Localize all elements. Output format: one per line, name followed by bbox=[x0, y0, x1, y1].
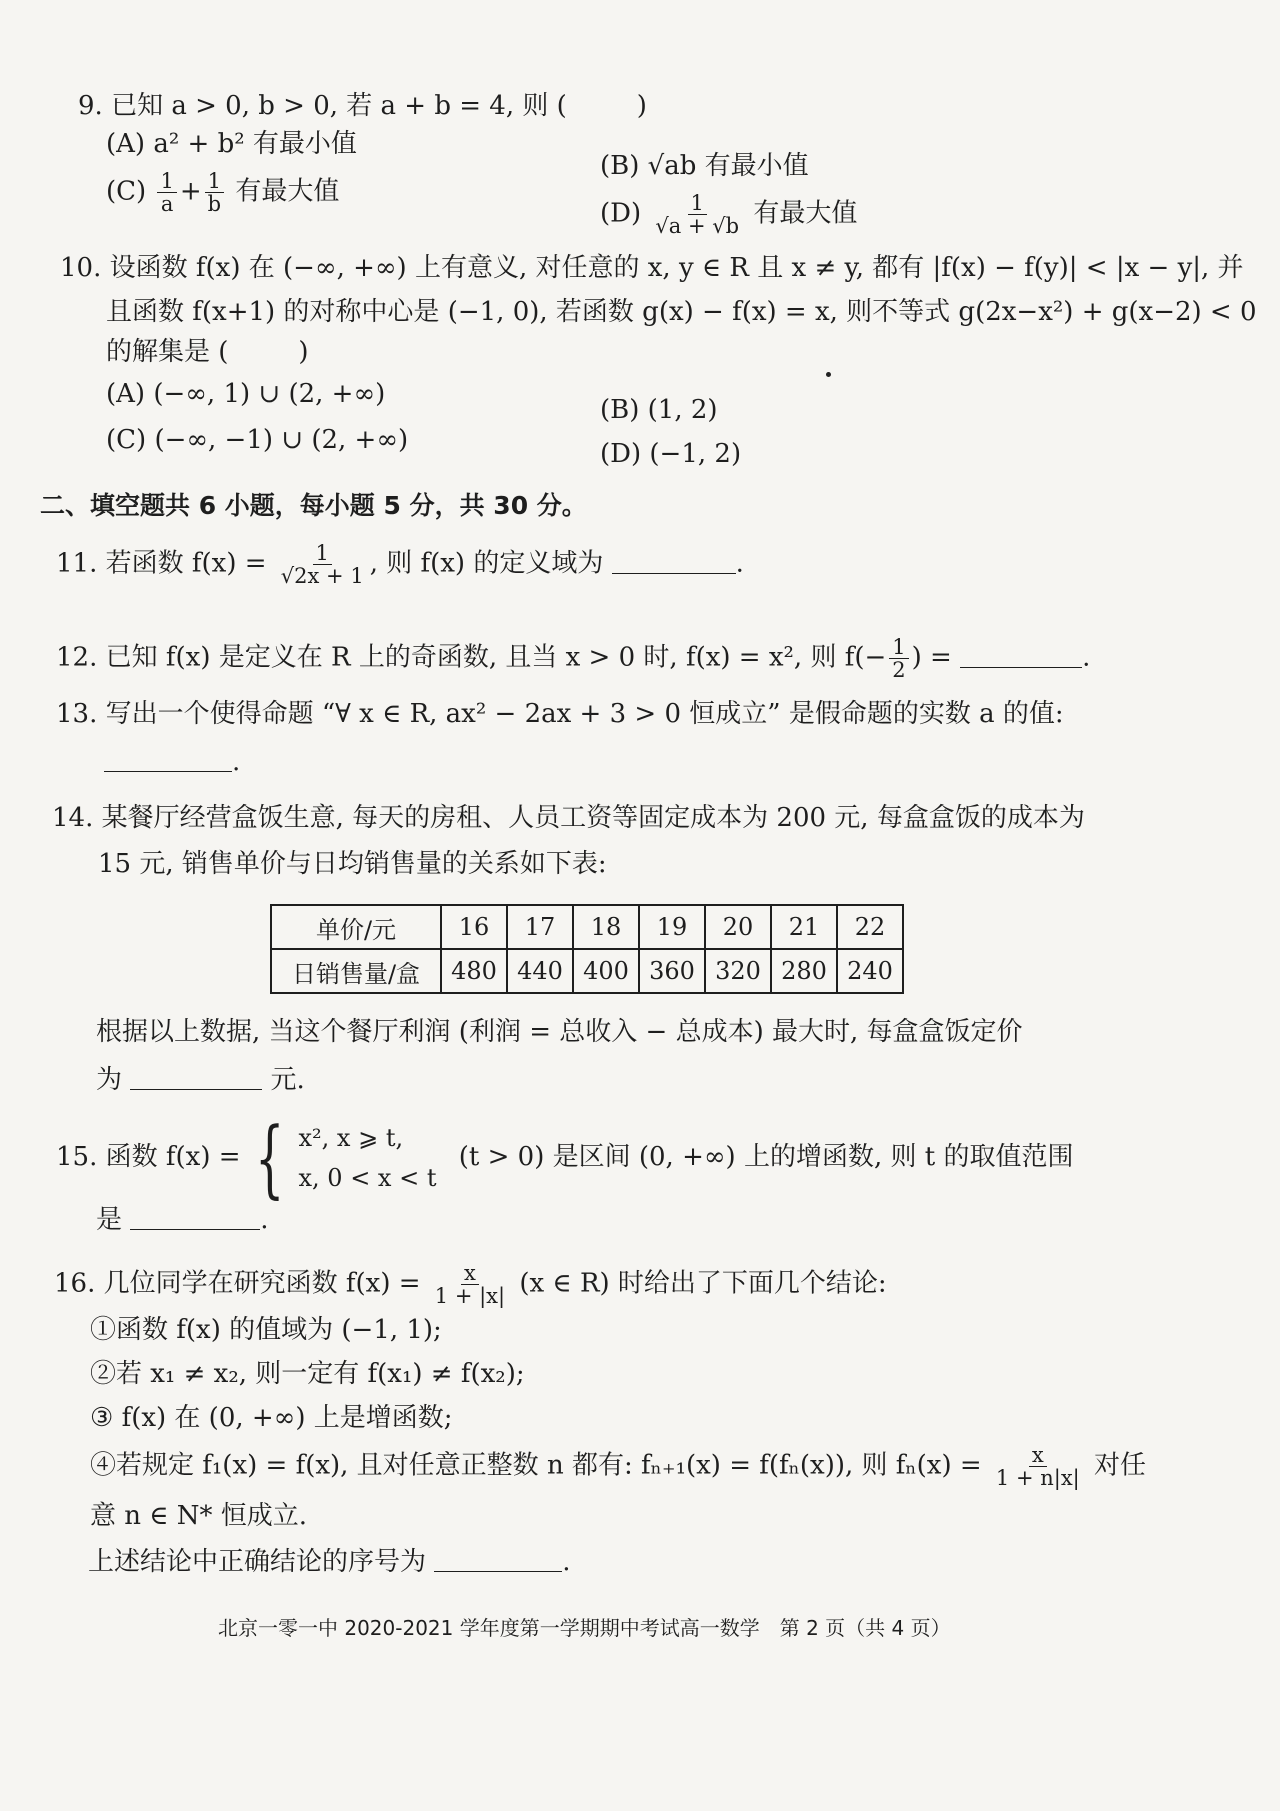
q16-stem: 16. 几位同学在研究函数 f(x) = $\frac{x}{1 + |x|}$ (x ∈ R) 时给出了下面几个结论: bbox=[54, 1261, 887, 1308]
table-cell: 18 bbox=[573, 905, 639, 949]
speck bbox=[826, 372, 831, 377]
q9-option-b: (B) √ab 有最小值 bbox=[600, 151, 809, 181]
table-cell: 280 bbox=[771, 949, 837, 993]
q14-line4: 为 元. bbox=[96, 1065, 305, 1095]
q10-option-c: (C) (−∞, −1) ∪ (2, +∞) bbox=[106, 425, 409, 455]
q12-answer-blank[interactable] bbox=[960, 643, 1082, 668]
q15-line2: 是 . bbox=[96, 1205, 269, 1235]
q9-d-frac: $\frac{1}{√a + √b}$ bbox=[655, 191, 740, 238]
table-row bbox=[271, 905, 903, 949]
q10-number: 10. bbox=[60, 253, 102, 283]
q12-number: 12. bbox=[56, 642, 98, 673]
q10-option-d: (D) (−1, 2) bbox=[600, 439, 742, 469]
table-cell: 320 bbox=[705, 949, 771, 993]
q9-c-frac-a: $\frac{1}{a}$ bbox=[157, 170, 176, 215]
q12: 12. 已知 f(x) 是定义在 R 上的奇函数, 且当 x > 0 时, f(x) = x², 则 f(− $\frac{1}{2}$ ) = . bbox=[56, 635, 1091, 682]
table-cell: 17 bbox=[507, 905, 573, 949]
q15: 15. 函数 f(x) = { x², x ⩾ t, x, 0 < x < t (t > 0) 是区间 (0, +∞) 上的增函数, 则 t 的取值范围 bbox=[56, 1109, 1074, 1207]
q9-stem: 9. 已知 a > 0, b > 0, 若 a + b = 4, 则 ( ) bbox=[78, 91, 647, 121]
table-cell: 16 bbox=[441, 905, 507, 949]
q16-conclusion-2: ②若 x₁ ≠ x₂, 则一定有 f(x₁) ≠ f(x₂); bbox=[90, 1359, 525, 1389]
q11-answer-blank[interactable] bbox=[612, 549, 736, 574]
q14-number: 14. bbox=[52, 803, 94, 833]
q13: 13. 写出一个使得命题 “∀ x ∈ R, ax² − 2ax + 3 > 0 恒成立” 是假命题的实数 a 的值: bbox=[56, 699, 1064, 729]
q15-cases: x², x ⩾ t, x, 0 < x < t bbox=[298, 1124, 437, 1192]
q11-frac: $\frac{1}{√2x + 1}$ bbox=[280, 541, 364, 588]
q14-line2: 15 元, 销售单价与日均销售量的关系如下表: bbox=[98, 849, 607, 879]
q14-answer-blank[interactable] bbox=[130, 1065, 262, 1090]
q16-answer-blank[interactable] bbox=[434, 1547, 562, 1572]
q10-line3: 的解集是 ( ) bbox=[106, 337, 309, 367]
q10-option-b: (B) (1, 2) bbox=[600, 395, 718, 425]
table-row bbox=[271, 949, 903, 993]
section-2-header: 二、填空题共 6 小题，每小题 5 分，共 30 分。 bbox=[40, 491, 587, 520]
q16-number: 16. bbox=[54, 1268, 96, 1299]
q16-c4-frac: $\frac{x}{1 + n|x|}$ bbox=[995, 1443, 1080, 1490]
table-cell: 360 bbox=[639, 949, 705, 993]
page-footer: 北京一零一中 2020-2021 学年度第一学期期中考试高一数学 第 2 页（共 4 页） bbox=[218, 1616, 951, 1640]
table-cell: 22 bbox=[837, 905, 903, 949]
q15-answer-blank[interactable] bbox=[130, 1205, 260, 1230]
q16-last-line: 上述结论中正确结论的序号为 . bbox=[88, 1547, 571, 1577]
table-cell: 21 bbox=[771, 905, 837, 949]
q13-answer-line: . bbox=[104, 744, 240, 780]
q10-option-a: (A) (−∞, 1) ∪ (2, +∞) bbox=[106, 379, 386, 409]
q16-conclusion-4-cont: 意 n ∈ N* 恒成立. bbox=[90, 1501, 308, 1531]
q15-number: 15. bbox=[56, 1142, 98, 1172]
q14-line1: 14. 某餐厅经营盒饭生意, 每天的房租、人员工资等固定成本为 200 元, 每盒盒饭的成本为 bbox=[52, 803, 1085, 833]
q14-line3: 根据以上数据, 当这个餐厅利润 (利润 = 总收入 − 总成本) 最大时, 每盒盒饭定价 bbox=[96, 1017, 1023, 1047]
q13-number: 13. bbox=[56, 699, 98, 729]
table-cell: 400 bbox=[573, 949, 639, 993]
table-cell: 19 bbox=[639, 905, 705, 949]
table-cell: 20 bbox=[705, 905, 771, 949]
price-sales-table bbox=[270, 904, 904, 994]
table-cell: 240 bbox=[837, 949, 903, 993]
q11: 11. 若函数 f(x) = $\frac{1}{√2x + 1}$ , 则 f(x) 的定义域为 . bbox=[56, 541, 744, 588]
q13-answer-blank[interactable] bbox=[104, 747, 232, 772]
q15-brace: { bbox=[254, 1109, 285, 1207]
q11-number: 11. bbox=[56, 548, 98, 579]
q10-line1: 10. 设函数 f(x) 在 (−∞, +∞) 上有意义, 对任意的 x, y ∈ R 且 x ≠ y, 都有 |f(x) − f(y)| < |x − y|, 并 bbox=[60, 253, 1244, 283]
q10-line2: 且函数 f(x+1) 的对称中心是 (−1, 0), 若函数 g(x) − f(x) = x, 则不等式 g(2x−x²) + g(x−2) < 0 bbox=[106, 297, 1257, 327]
q9-c-frac-b: $\frac{1}{b}$ bbox=[205, 170, 224, 215]
q9-option-a: (A) a² + b² 有最小值 bbox=[106, 129, 357, 159]
q16-conclusion-3: ③ f(x) 在 (0, +∞) 上是增函数; bbox=[90, 1403, 453, 1433]
q16-conclusion-1: ①函数 f(x) 的值域为 (−1, 1); bbox=[90, 1315, 442, 1345]
q16-frac: $\frac{x}{1 + |x|}$ bbox=[434, 1261, 506, 1308]
q9-option-c: (C) $\frac{1}{a}$ + $\frac{1}{b}$ 有最大值 bbox=[106, 169, 340, 216]
table-header-price: 单价/元 bbox=[271, 905, 441, 949]
table-header-sales: 日销售量/盒 bbox=[271, 949, 441, 993]
table-cell: 480 bbox=[441, 949, 507, 993]
q9-option-d: (D) $\frac{1}{√a + √b}$ 有最大值 bbox=[600, 191, 858, 238]
q12-frac: $\frac{1}{2}$ bbox=[889, 636, 908, 681]
q9-number: 9. bbox=[78, 91, 103, 121]
q16-conclusion-4: ④若规定 f₁(x) = f(x), 且对任意正整数 n 都有: fₙ₊₁(x) = f(fₙ(x)), 则 fₙ(x) = $\frac{x}{1 + n|x|}$ 对任 bbox=[90, 1443, 1147, 1490]
table-cell: 440 bbox=[507, 949, 573, 993]
